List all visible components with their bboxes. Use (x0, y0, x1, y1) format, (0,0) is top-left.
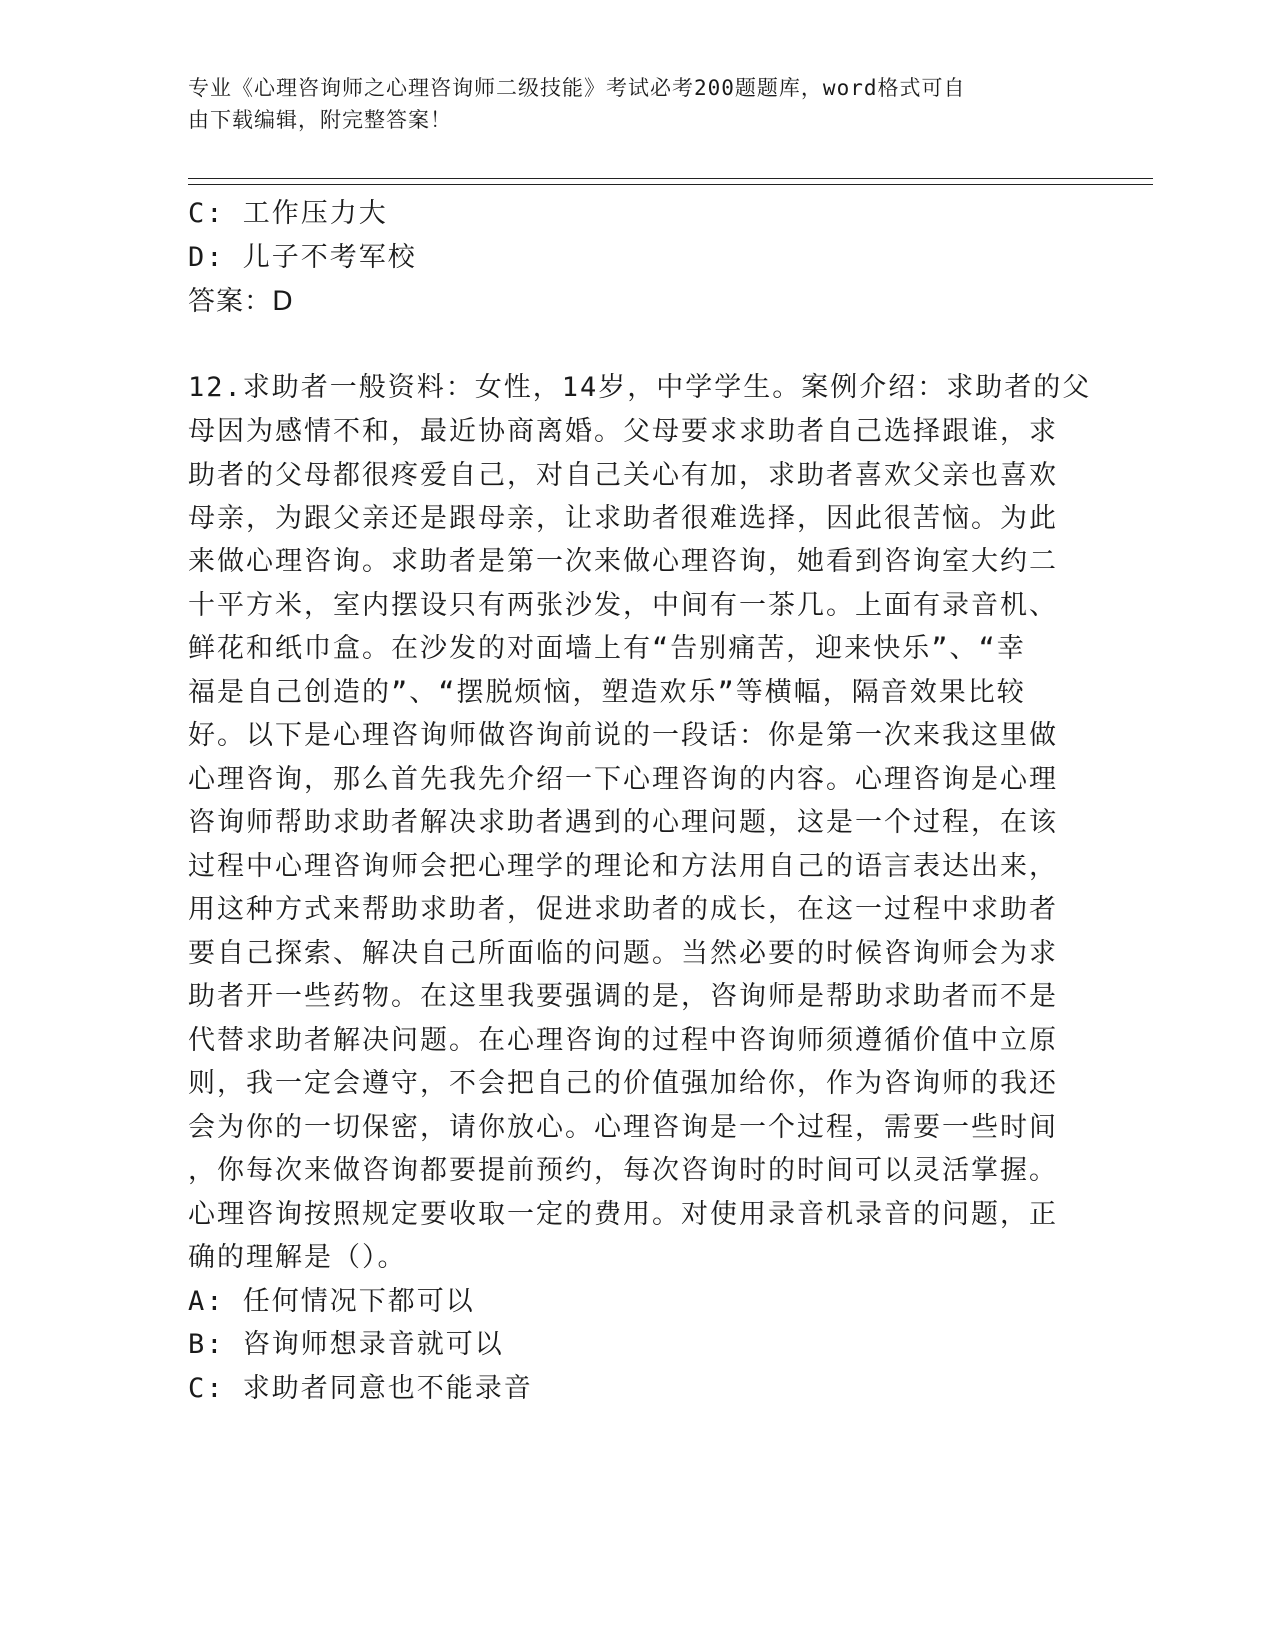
question-line: 用这种方式来帮助求助者，促进求助者的成长，在这一过程中求助者 (188, 894, 1058, 925)
question-line: 心理咨询，那么首先我先介绍一下心理咨询的内容。心理咨询是心理 (188, 764, 1058, 795)
header-line-1: 专业《心理咨询师之心理咨询师二级技能》考试必考200题题库，word格式可自 (188, 76, 966, 100)
question-line: 代替求助者解决问题。在心理咨询的过程中咨询师须遵循价值中立原 (188, 1025, 1058, 1056)
prev-option-d: D: 儿子不考军校 (188, 242, 417, 273)
prev-option-c: C: 工作压力大 (188, 198, 388, 229)
question-line: ，你每次来做咨询都要提前预约，每次咨询时的时间可以灵活掌握。 (188, 1155, 1058, 1186)
option-a: A: 任何情况下都可以 (188, 1286, 475, 1317)
question-line: 确的理解是（）。 (188, 1242, 407, 1273)
question-line: 会为你的一切保密，请你放心。心理咨询是一个过程，需要一些时间 (188, 1112, 1058, 1143)
question-line: 心理咨询按照规定要收取一定的费用。对使用录音机录音的问题，正 (188, 1199, 1058, 1230)
question-line: 过程中心理咨询师会把心理学的理论和方法用自己的语言表达出来， (188, 851, 1058, 882)
question-line: 福是自己创造的”、“摆脱烦恼，塑造欢乐”等横幅，隔音效果比较 (188, 677, 1026, 708)
question-line: 要自己探索、解决自己所面临的问题。当然必要的时候咨询师会为求 (188, 938, 1058, 969)
header-line-2: 由下载编辑，附完整答案！ (188, 108, 452, 132)
question-line: 12.求助者一般资料：女性，14岁，中学学生。案例介绍：求助者的父 (188, 372, 1092, 403)
question-line: 好。以下是心理咨询师做咨询前说的一段话：你是第一次来我这里做 (188, 720, 1058, 751)
prev-answer: 答案：D (188, 286, 294, 317)
question-line: 母因为感情不和，最近协商离婚。父母要求求助者自己选择跟谁，求 (188, 416, 1058, 447)
question-line: 来做心理咨询。求助者是第一次来做心理咨询，她看到咨询室大约二 (188, 546, 1058, 577)
header-divider-top (188, 178, 1153, 179)
question-line: 助者的父母都很疼爱自己，对自己关心有加，求助者喜欢父亲也喜欢 (188, 460, 1058, 491)
header-divider-bottom (188, 184, 1153, 185)
question-line: 鲜花和纸巾盒。在沙发的对面墙上有“告别痛苦，迎来快乐”、“幸 (188, 633, 1026, 664)
question-line: 助者开一些药物。在这里我要强调的是，咨询师是帮助求助者而不是 (188, 981, 1058, 1012)
option-b: B: 咨询师想录音就可以 (188, 1329, 504, 1360)
option-c: C: 求助者同意也不能录音 (188, 1373, 533, 1404)
question-line: 咨询师帮助求助者解决求助者遇到的心理问题，这是一个过程，在该 (188, 807, 1058, 838)
question-line: 则，我一定会遵守，不会把自己的价值强加给你，作为咨询师的我还 (188, 1068, 1058, 1099)
question-line: 母亲，为跟父亲还是跟母亲，让求助者很难选择，因此很苦恼。为此 (188, 503, 1058, 534)
question-line: 十平方米，室内摆设只有两张沙发，中间有一茶几。上面有录音机、 (188, 590, 1058, 621)
page-header (188, 72, 1068, 136)
